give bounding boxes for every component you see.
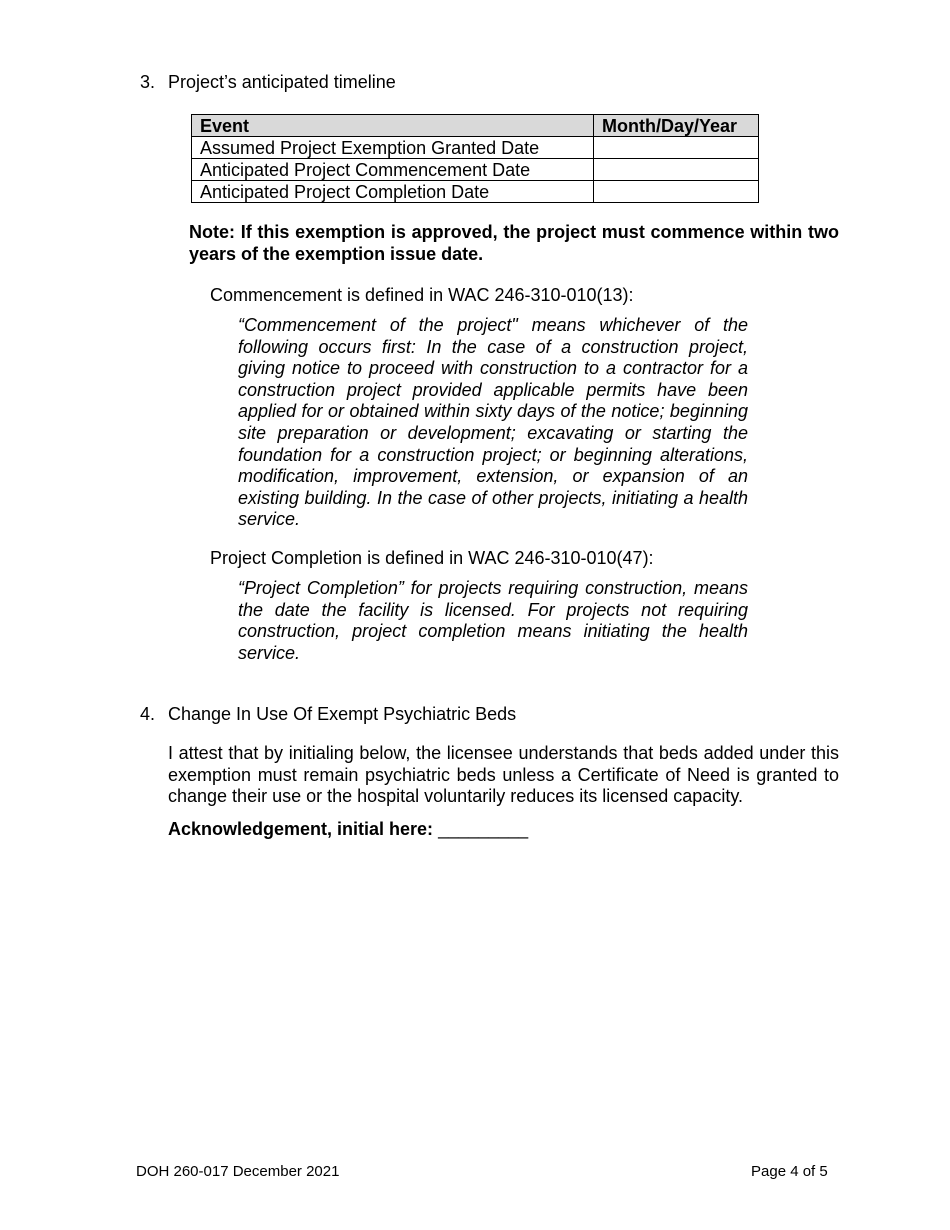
acknowledgement-initial-field[interactable]: _________	[438, 819, 529, 839]
footer-form-id: DOH 260-017 December 2021	[136, 1163, 340, 1180]
table-row	[192, 159, 759, 181]
event-cell: Anticipated Project Completion Date	[192, 181, 594, 203]
footer-page-number: Page 4 of 5	[751, 1163, 828, 1180]
header-date: Month/Day/Year	[594, 115, 759, 137]
timeline-table	[191, 114, 759, 203]
date-cell[interactable]	[594, 159, 759, 181]
section-4-heading	[140, 703, 740, 725]
section-3-heading	[140, 71, 640, 93]
commencement-intro: Commencement is defined in WAC 246-310-010(13):	[210, 285, 634, 305]
commencement-definition: “Commencement of the project" means whichever of the following occurs first: In the case of a construction project, giving notice to proceed with construction to a contractor for a construction project provided applicable permits have been applied for or obtained within sixty days of the notice; beginning site preparation or development; excavating or starting the foundation for a construction project; or beginning alterations, modification, improvement, extension, or expansion of an existing building. In the case of other projects, initiating a health service.	[238, 315, 748, 530]
section-3-title: Project’s anticipated timeline	[168, 72, 396, 92]
event-cell: Anticipated Project Commencement Date	[192, 159, 594, 181]
attestation-text: I attest that by initialing below, the licensee understands that beds added under this exemption must remain psychiatric beds unless a Certificate of Need is granted to change their use or the hospital voluntarily reduces its licensed capacity.	[168, 743, 839, 807]
section-4-title: Change In Use Of Exempt Psychiatric Beds	[168, 704, 517, 724]
table-header-row	[192, 115, 759, 137]
completion-definition: “Project Completion” for projects requiring construction, means the date the facility is licensed. For projects not requiring construction, project completion means initiating the health service.	[238, 578, 748, 663]
date-cell[interactable]	[594, 181, 759, 203]
header-event: Event	[192, 115, 594, 137]
section-3-number: 3.	[140, 72, 156, 92]
table-row	[192, 137, 759, 159]
table-row	[192, 181, 759, 203]
event-cell: Assumed Project Exemption Granted Date	[192, 137, 594, 159]
completion-intro: Project Completion is defined in WAC 246-310-010(47):	[210, 548, 654, 568]
section-4-number: 4.	[140, 704, 156, 724]
acknowledgement-label: Acknowledgement, initial here:	[168, 819, 434, 839]
exemption-note: Note: If this exemption is approved, the project must commence within two years of the exemption issue date.	[189, 222, 839, 264]
date-cell[interactable]	[594, 137, 759, 159]
acknowledgement-line	[168, 818, 528, 840]
